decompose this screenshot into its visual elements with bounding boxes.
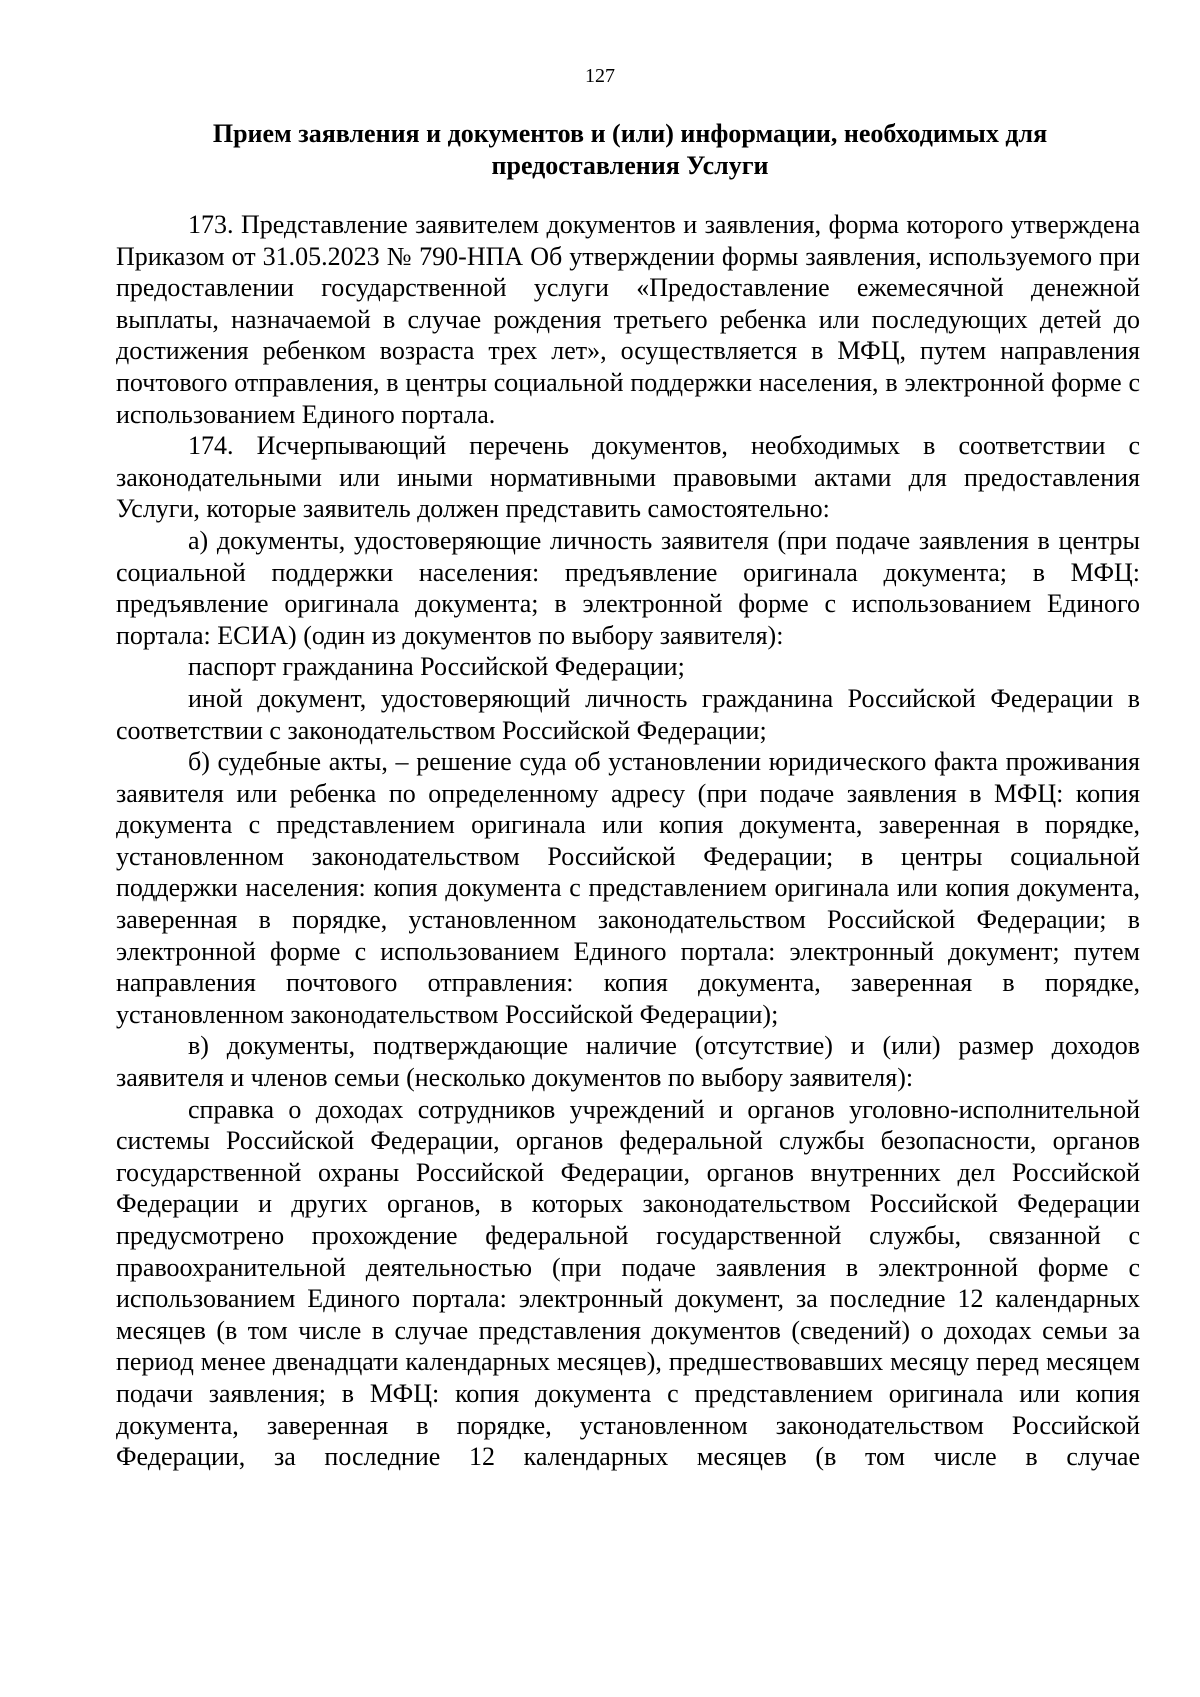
section-heading: Прием заявления и документов и (или) информации, необходимых для предоставления Услуги [212, 119, 1048, 180]
list-subitem-other-id: иной документ, удостоверяющий личность гражданина Российской Федерации в соответствии с законодательством Российской Федерации; [116, 683, 1140, 745]
list-item-a: а) документы, удостоверяющие личность заявителя (при подаче заявления в центры социальной поддержки населения: предъявление оригинала документа; в МФЦ: предъявление оригинала документа; в электронной форме с использованием Единого портала: ЕСИА) (один из документов по выбору заявителя): [116, 525, 1140, 650]
list-item-v: в) документы, подтверждающие наличие (отсутствие) и (или) размер доходов заявителя и членов семьи (несколько документов по выбору заявителя): [116, 1031, 1140, 1093]
paragraph-173: 173. Представление заявителем документов и заявления, форма которого утверждена Приказом от 31.05.2023 № 790-НПА Об утверждении формы заявления, используемого при предоставлении государственной услуги «Предоставление ежемесячной денежной выплаты, назначаемой в случае рождения третьего ребенка или последующих детей до достижения ребенком возраста трех лет», осуществляется в МФЦ, путем направления почтового отправления, в центры социальной поддержки населения, в электронной форме с использованием Единого портала. [116, 210, 1140, 429]
paragraph-174: 174. Исчерпывающий перечень документов, необходимых в соответствии с законодательными или иными нормативными правовыми актами для предоставления Услуги, которые заявитель должен представить самостоятельно: [116, 431, 1140, 524]
page-number: 127 [585, 65, 615, 87]
list-subitem-passport: паспорт гражданина Российской Федерации; [188, 652, 685, 682]
document-body [116, 209, 1140, 1473]
list-item-b: б) судебные акты, – решение суда об установлении юридического факта проживания заявителя или ребенка по определенному адресу (при подаче заявления в МФЦ: копия документа с представлением оригинала или копия документа, заверенная в порядке, установленном законодательством Российской Федерации; в центры социальной поддержки населения: копия документа с представлением оригинала или копия документа, заверенная в порядке, установленном законодательством Российской Федерации; в электронной форме с использованием Единого портала: электронный документ; путем направления почтового отправления: копия документа, заверенная в порядке, установленном законодательством Российской Федерации); [116, 747, 1140, 1029]
list-subitem-income-certificate: справка о доходах сотрудников учреждений и органов уголовно-исполнительной системы Российской Федерации, органов федеральной службы безопасности, органов государственной охраны Российской Федерации, органов внутренних дел Российской Федерации и других органов, в которых законодательством Российской Федерации предусмотрено прохождение федеральной государственной службы, связанной с правоохранительной деятельностью (при подаче заявления в электронной форме с использованием Единого портала: электронный документ, за последние 12 календарных месяцев (в том числе в случае представления документов (сведений) о доходах семьи за период менее двенадцати календарных месяцев), предшествовавших месяцу перед месяцем подачи заявления; в МФЦ: копия документа с представлением оригинала или копия документа, заверенная в порядке, установленном законодательством Российской Федерации, за последние 12 календарных месяцев (в том числе в случае [116, 1094, 1140, 1472]
